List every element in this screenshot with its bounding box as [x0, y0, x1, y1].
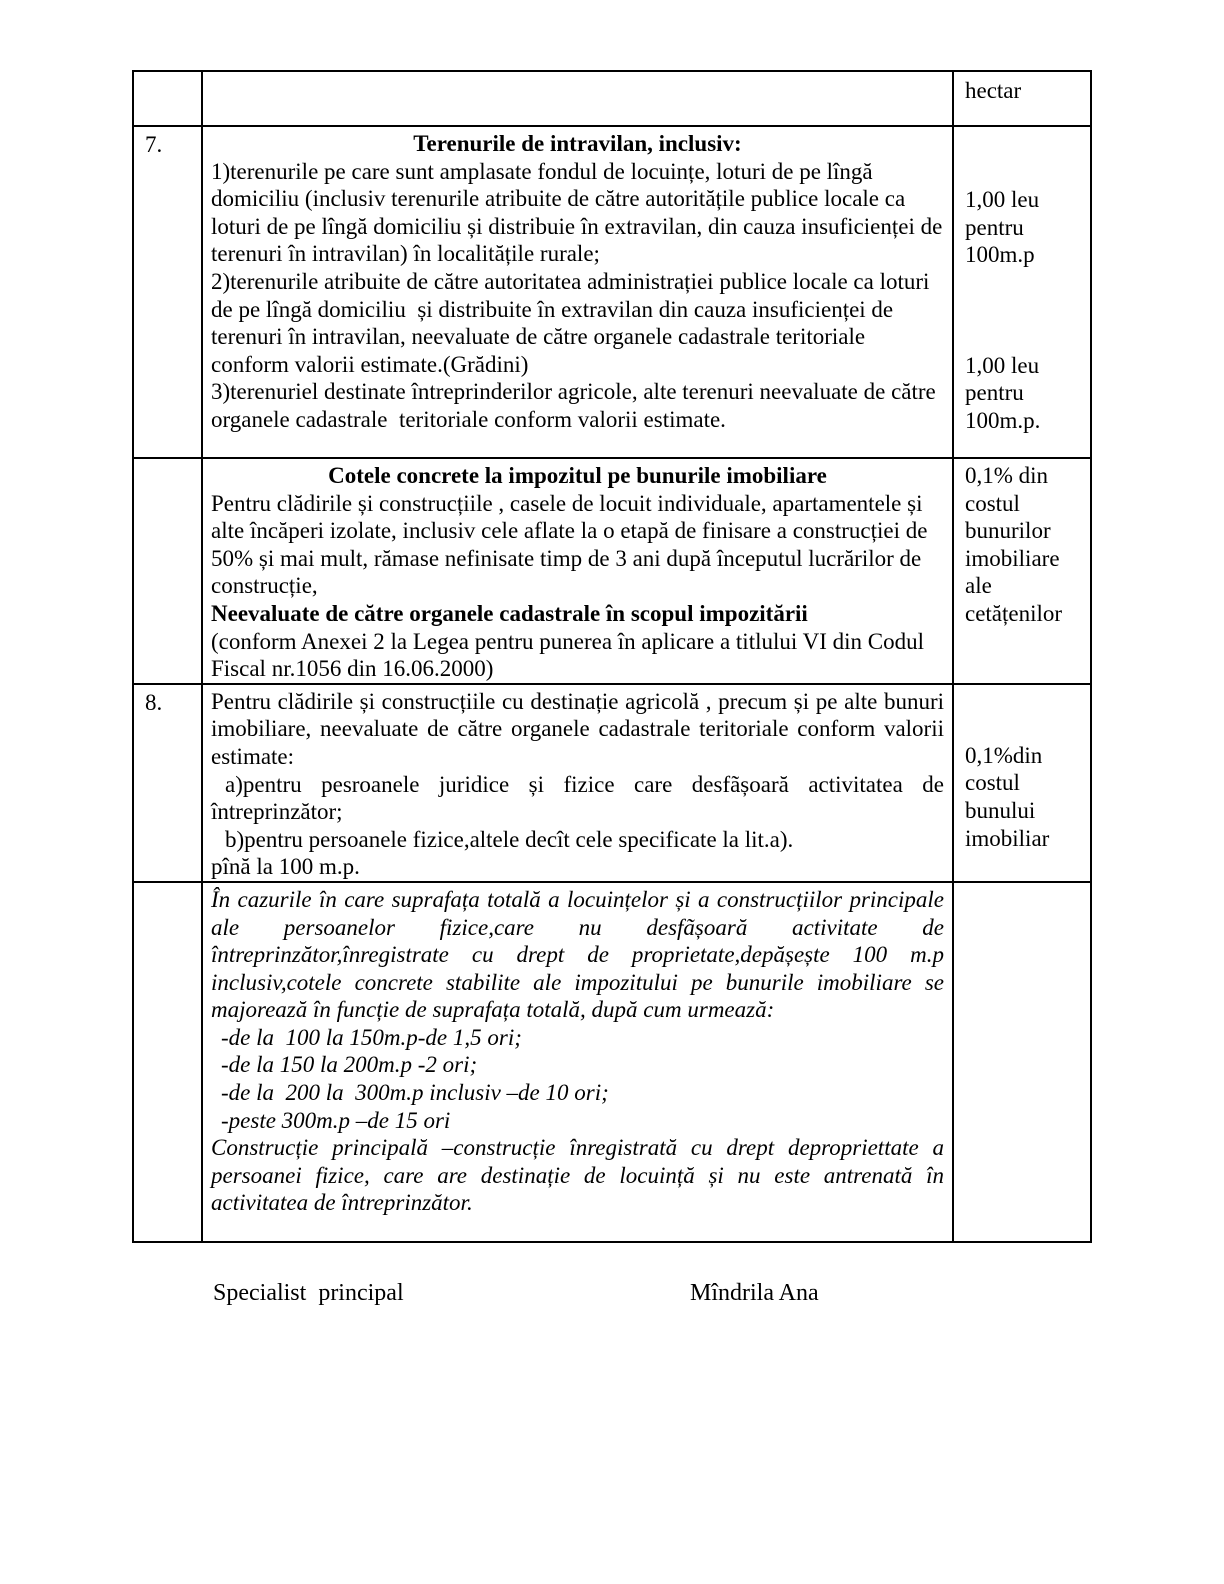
cote-content-cell: [202, 458, 953, 684]
majorare-rate-cell: [953, 882, 1091, 1242]
cote-rate: 0,1% din costul bunurilor imobiliare ale cetățenilor: [965, 463, 1066, 626]
row7-title: Terenurile de intravilan, inclusiv:: [413, 131, 742, 156]
cote-paragraph: Pentru clădirile și construcțiile , casele de locuit individuale, apartamentele și alte încăperi izolate, inclusiv cele aflate la o etapă de finisare a construcției de 50% și mai mult, rămase nefinisate timp de 3 ani după începutul lucrărilor de construcție,: [211, 490, 934, 599]
signature-name: Mîndrila Ana: [690, 1280, 819, 1306]
cote-title: Cotele concrete la impozitul pe bunurile imobiliare: [328, 463, 827, 488]
row8-last-line: pînă la 100 m.p.: [211, 854, 360, 880]
row7-rate-1: 1,00 leu pentru 100m.p: [965, 187, 1045, 268]
table-row-majorare: [133, 882, 1091, 1242]
majorare-number-cell: [133, 882, 202, 1242]
row8-rate-cell: [953, 684, 1091, 882]
majorare-content-cell: [202, 882, 953, 1242]
unit-label: hectar: [965, 78, 1022, 103]
signature-role: Specialist principal: [213, 1280, 404, 1306]
cote-bold-line: Neevaluate de către organele cadastrale în scopul impozitării: [211, 600, 808, 626]
row7-rate-cell: [953, 126, 1091, 458]
row7-number-cell: [133, 126, 202, 458]
majorare-list-item-2: -de la 150 la 200m.p -2 ori;: [221, 1052, 478, 1078]
cote-rate-cell: [953, 458, 1091, 684]
table-row-header-continued: [133, 71, 1091, 126]
row8-number-cell: [133, 684, 202, 882]
row7-content-cell: [202, 126, 953, 458]
signature-line: [0, 1280, 1224, 1310]
majorare-list-item-4: -peste 300m.p –de 15 ori: [221, 1107, 451, 1133]
row8-item-b: b)pentru persoanele fizice,altele decît cele specificate la lit.a).: [225, 826, 794, 852]
row7-item-3: 3)terenuriel destinate întreprinderilor agricole, alte terenuri neevaluate de către organele cadastrale teritoriale conform valorii estimate.: [211, 379, 942, 432]
table-row-cote-concrete: [133, 458, 1091, 684]
row7-number: 7.: [145, 132, 163, 157]
row7-item-2: 2)terenurile atribuite de către autoritatea administrației publice locale ca loturi de pe lîngă domiciliu și distribuite în extravilan din cauza insuficienței de terenuri în intravilan, neevaluate de către organele cadastrale teritoriale conform valorii estimate.(Grădini): [211, 268, 936, 377]
tax-rate-table: [132, 70, 1092, 1243]
row8-rate: 0,1%din costul bunului imobiliar: [965, 742, 1050, 851]
cote-note: (conform Anexei 2 la Legea pentru punerea în aplicare a titlului VI din Codul Fiscal nr.1056 din 16.06.2000): [211, 628, 930, 682]
majorare-closing: Construcție principală –construcție înregistrată cu drept depropriettate a persoanei fizice, care are destinație de locuință și nu este antrenată în activitatea de întreprinzător.: [211, 1135, 944, 1216]
row8-paragraph: Pentru clădirile și construcțiile cu destinație agricolă , precum și pe alte bunuri imobiliare, neevaluate de către organele cadastrale teritoriale conform valorii estimate:: [211, 688, 944, 769]
row7-item-1: 1)terenurile pe care sunt amplasate fondul de locuințe, loturi de pe lîngă domiciliu (inclusiv terenurile atribuite de către autoritățile publice locale ca loturi de pe lîngă domiciliu și distribuie în extravilan, din cauza insuficienței de terenuri în intravilan) în localitățile rurale;: [211, 158, 949, 267]
row8-number: 8.: [145, 689, 163, 715]
table-row-8: [133, 684, 1091, 882]
majorare-list-item-1: -de la 100 la 150m.p-de 1,5 ori;: [221, 1024, 522, 1050]
row8-item-a: a)pentru pesroanele juridice și fizice care desfãșoară activitatea de întreprinzător;: [211, 771, 944, 825]
majorare-paragraph: În cazurile în care suprafața totală a locuințelor și a construcțiilor principale ale persoanelor fizice,care nu desfãșoară activitate de întreprinzător,înregistrate cu drept de proprietate,depășește 100 m.p inclusiv,cotele concrete stabilite ale impozitului pe bunurile imobiliare se majorează în funcție de suprafața totală, după cum urmează:: [211, 886, 944, 1023]
table-row-7: [133, 126, 1091, 458]
header-unit-cell: [953, 71, 1091, 126]
row8-content-cell: [202, 684, 953, 882]
header-number-cell: [133, 71, 202, 126]
row7-rate-2: 1,00 leu pentru 100m.p.: [965, 352, 1045, 433]
majorare-list-item-3: -de la 200 la 300m.p inclusiv –de 10 ori;: [221, 1080, 609, 1106]
header-content-cell: [202, 71, 953, 126]
cote-number-cell: [133, 458, 202, 684]
